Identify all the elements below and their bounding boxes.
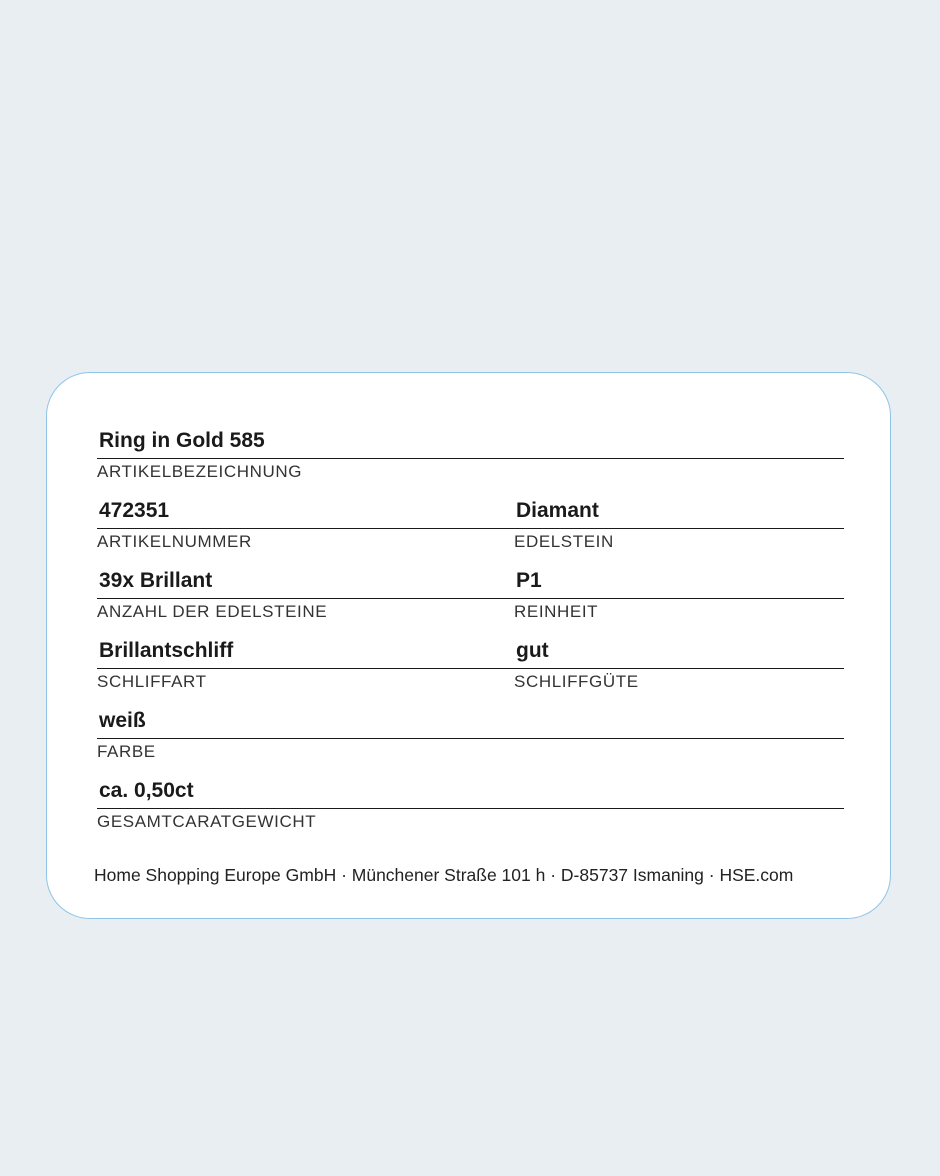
divider bbox=[97, 668, 514, 669]
field-schliffguete bbox=[514, 634, 844, 694]
schliffguete-label: SCHLIFFGÜTE bbox=[514, 672, 639, 691]
schliffart-value: Brillantschliff bbox=[99, 639, 234, 662]
divider bbox=[514, 668, 844, 669]
divider bbox=[514, 528, 844, 529]
reinheit-value: P1 bbox=[516, 569, 542, 592]
field-gesamtcaratgewicht bbox=[97, 774, 844, 834]
schliffguete-value: gut bbox=[516, 639, 549, 662]
field-artikelnummer bbox=[97, 494, 514, 554]
divider bbox=[97, 808, 844, 809]
field-edelstein bbox=[514, 494, 844, 554]
edelstein-label: EDELSTEIN bbox=[514, 532, 614, 551]
company-footer: Home Shopping Europe GmbH · Münchener Straße 101 h · D-85737 Ismaning · HSE.com bbox=[94, 865, 794, 885]
anzahl-label: ANZAHL DER EDELSTEINE bbox=[97, 602, 328, 621]
field-artikelbezeichnung bbox=[97, 424, 844, 484]
certificate-card bbox=[46, 372, 891, 919]
artikelnummer-label: ARTIKELNUMMER bbox=[97, 532, 252, 551]
divider bbox=[97, 458, 844, 459]
divider bbox=[97, 528, 514, 529]
field-reinheit bbox=[514, 564, 844, 624]
gesamtcaratgewicht-value: ca. 0,50ct bbox=[99, 779, 194, 802]
schliffart-label: SCHLIFFART bbox=[97, 672, 207, 691]
edelstein-value: Diamant bbox=[516, 499, 599, 522]
divider bbox=[97, 598, 514, 599]
field-farbe bbox=[97, 704, 844, 764]
artikelbezeichnung-value: Ring in Gold 585 bbox=[99, 429, 265, 452]
reinheit-label: REINHEIT bbox=[514, 602, 599, 621]
farbe-value: weiß bbox=[99, 709, 146, 732]
gesamtcaratgewicht-label: GESAMTCARATGEWICHT bbox=[97, 812, 317, 831]
divider bbox=[514, 598, 844, 599]
field-anzahl-edelsteine bbox=[97, 564, 514, 624]
farbe-label: FARBE bbox=[97, 742, 156, 761]
artikelnummer-value: 472351 bbox=[99, 499, 170, 522]
divider bbox=[97, 738, 844, 739]
artikelbezeichnung-label: ARTIKELBEZEICHNUNG bbox=[97, 462, 303, 481]
anzahl-value: 39x Brillant bbox=[99, 569, 213, 592]
field-schliffart bbox=[97, 634, 514, 694]
